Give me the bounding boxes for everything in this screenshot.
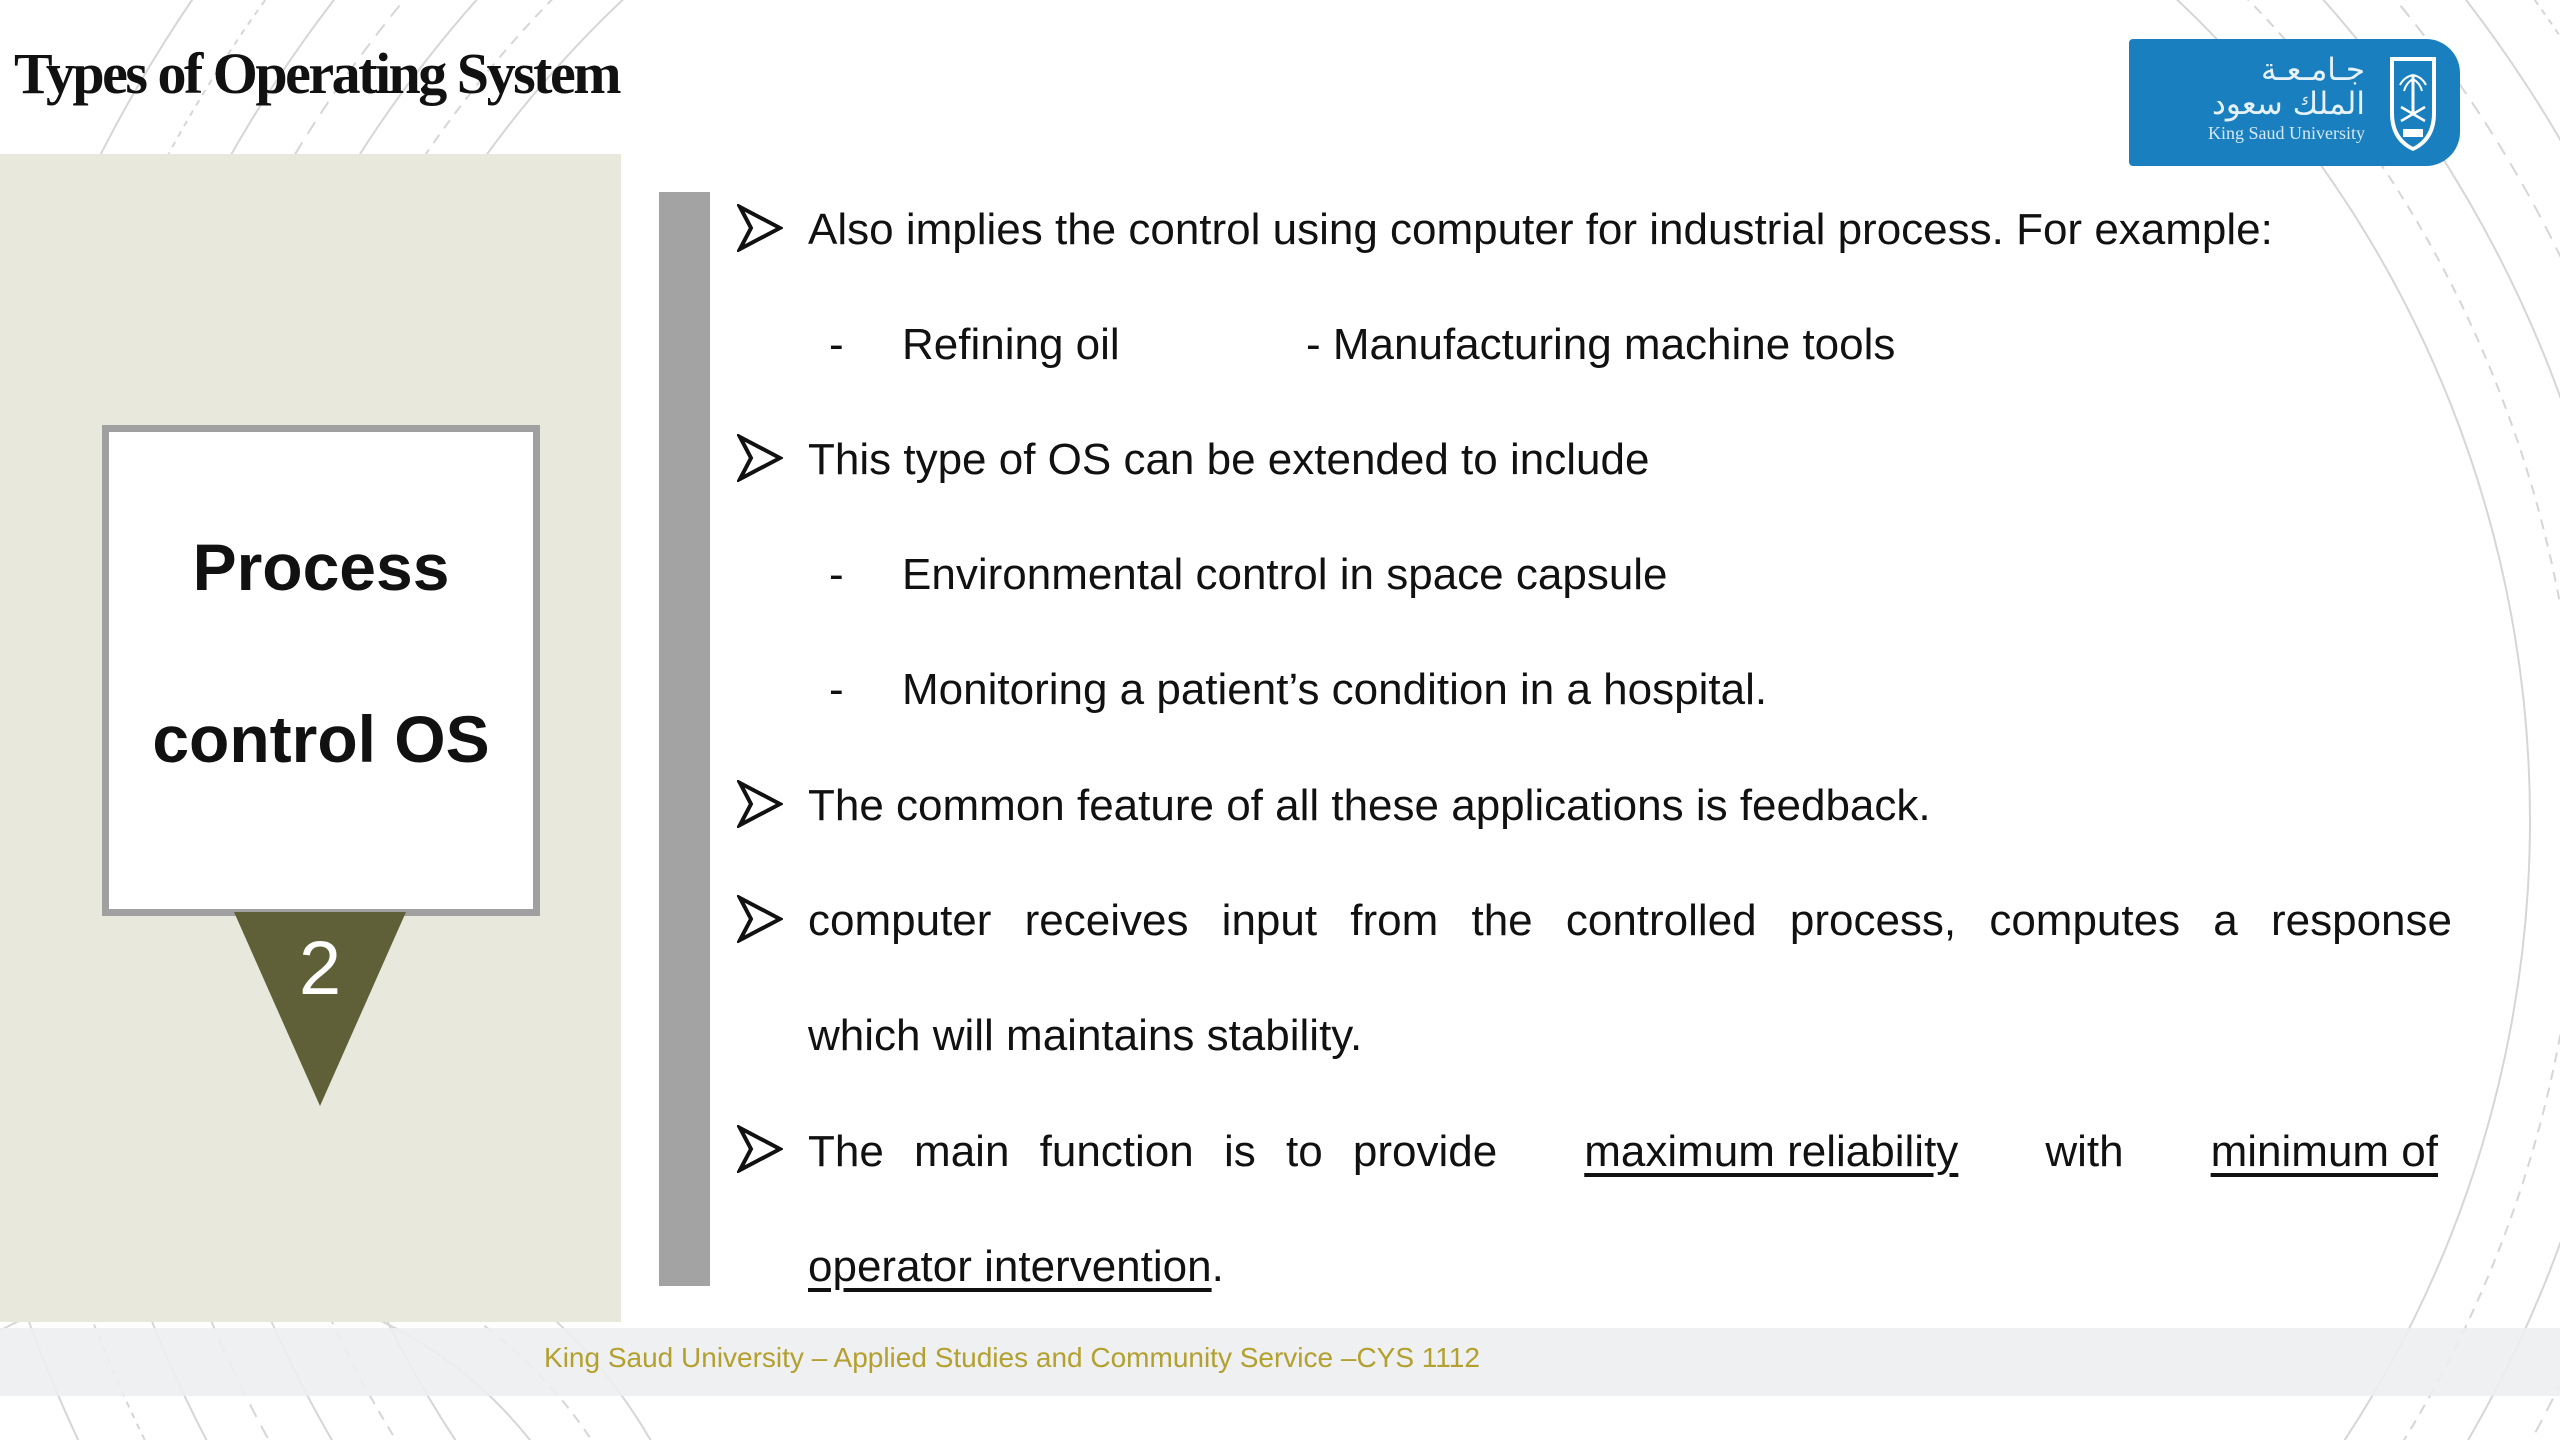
topic-line-2: control OS bbox=[152, 702, 490, 776]
bullet-5-line-2 bbox=[808, 1242, 1224, 1292]
arrow-bullet-icon bbox=[737, 204, 783, 252]
bullet-5-mid: with bbox=[2045, 1127, 2124, 1176]
slide-title: Types of Operating System bbox=[14, 41, 620, 106]
arrow-bullet-icon bbox=[737, 780, 783, 828]
arrow-bullet-icon bbox=[737, 895, 783, 943]
bullet-4-line-2: which will maintains stability. bbox=[808, 1011, 1363, 1060]
bullet-1-text: Also implies the control using computer for industrial process. For example: bbox=[808, 205, 2273, 254]
logo-english-text: King Saud University bbox=[2208, 123, 2365, 143]
sub-item-space-capsule: Environmental control in space capsule bbox=[902, 550, 1668, 599]
emphasis-maximum-reliability: maximum reliability bbox=[1584, 1127, 1959, 1176]
logo-arabic-line2: الملك سعود bbox=[2212, 86, 2365, 122]
dash-marker: - bbox=[829, 550, 844, 599]
bullet-3-text: The common feature of all these applications is feedback. bbox=[808, 781, 1931, 830]
logo-arabic-text bbox=[2212, 53, 2365, 121]
emphasis-operator-intervention: operator intervention bbox=[808, 1242, 1212, 1291]
step-number: 2 bbox=[298, 926, 342, 1011]
bullet-5-line-1 bbox=[808, 1127, 2438, 1177]
bullet-2-text: This type of OS can be extended to include bbox=[808, 435, 1650, 484]
bullet-5-end: . bbox=[1211, 1242, 1224, 1291]
topic-line-1: Process bbox=[192, 530, 450, 604]
example-refining-oil: Refining oil bbox=[902, 320, 1120, 369]
bullet-4-line-1: computer receives input from the controlled process, computes a response bbox=[808, 896, 2452, 945]
sub-item-hospital: Monitoring a patient’s condition in a hospital. bbox=[902, 665, 1768, 714]
dash-marker: - bbox=[829, 665, 844, 714]
footer-text: King Saud University – Applied Studies and Community Service –CYS 1112 bbox=[544, 1342, 1480, 1373]
university-logo bbox=[2129, 39, 2460, 166]
palm-swords-emblem-icon bbox=[2384, 51, 2442, 155]
vertical-divider bbox=[659, 192, 710, 1286]
emphasis-minimum-of: minimum of bbox=[2210, 1127, 2438, 1176]
logo-arabic-line1: جـامـعـة bbox=[2260, 52, 2365, 88]
topic-box bbox=[102, 425, 540, 916]
example-manufacturing: - Manufacturing machine tools bbox=[1306, 320, 1896, 369]
arrow-bullet-icon bbox=[737, 1125, 783, 1173]
bullet-5-pre: The main function is to provide bbox=[808, 1127, 1498, 1176]
dash-marker: - bbox=[829, 320, 844, 369]
arrow-bullet-icon bbox=[737, 434, 783, 482]
